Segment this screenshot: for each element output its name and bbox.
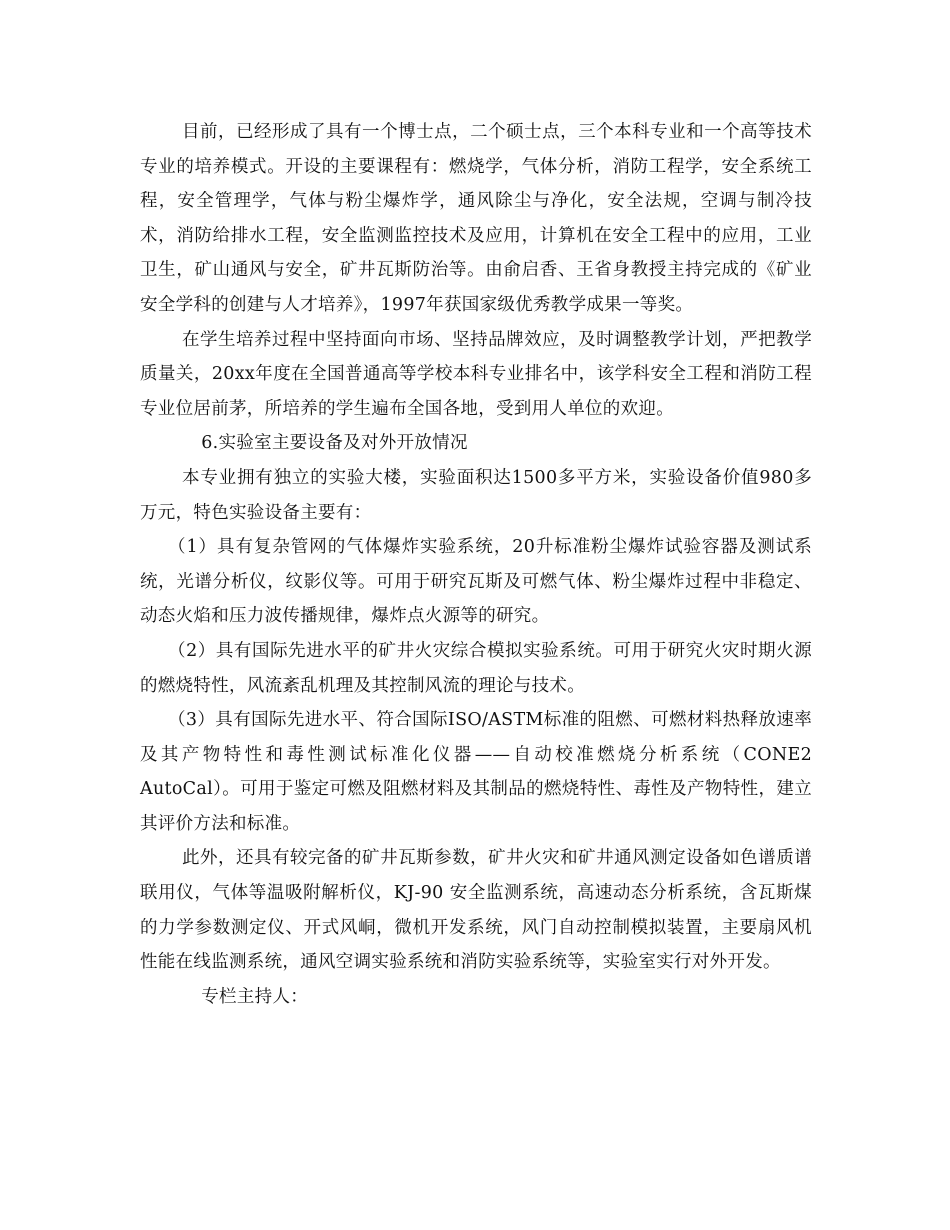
- paragraph-curriculum: 目前，已经形成了具有一个博士点，二个硕士点，三个本科专业和一个高等技术专业的培养模式。开设的主要课程有：燃烧学，气体分析，消防工程学，安全系统工程，安全管理学，气体与粉尘爆炸学，通风除尘与净化，安全法规，空调与制冷技术，消防给排水工程，安全监测监控技术及应用，计算机在安全工程中的应用，工业卫生，矿山通风与安全，矿井瓦斯防治等。由俞启香、王省身教授主持完成的《矿业安全学科的创建与人才培养》，1997年获国家级优秀教学成果一等奖。: [140, 122, 812, 315]
- paragraph-training: 在学生培养过程中坚持面向市场、坚持品牌效应，及时调整教学计划，严把教学质量关，20xx年度在全国普通高等学校本科专业排名中，该学科安全工程和消防工程专业位居前茅，所培养的学生遍布全国各地，受到用人单位的欢迎。: [140, 329, 812, 419]
- document-body: [140, 115, 812, 1014]
- paragraph-other-equipment: 此外，还具有较完备的矿井瓦斯参数，矿井火灾和矿井通风测定设备如色谱质谱联用仪，气体等温吸附解析仪，KJ-90 安全监测系统，高速动态分析系统，含瓦斯煤的力学参数测定仪、开式风峒，微机开发系统，风门自动控制模拟装置，主要扇风机性能在线监测系统，通风空调实验系统和消防实验系统等，实验室实行对外开发。: [140, 848, 812, 973]
- list-item-3: （3）具有国际先进水平、符合国际ISO/ASTM标准的阻燃、可燃材料热释放速率及其产物特性和毒性测试标准化仪器——自动校准燃烧分析系统（CONE2 AutoCal）。可用于鉴定可燃及阻燃材料及其制品的燃烧特性、毒性及产物特性，建立其评价方法和标准。: [140, 710, 812, 834]
- list-item-2: （2）具有国际先进水平的矿井火灾综合模拟实验系统。可用于研究火灾时期火源的燃烧特性，风流紊乱机理及其控制风流的理论与技术。: [140, 640, 812, 696]
- column-host-label: 专栏主持人：: [201, 986, 309, 1007]
- paragraph-lab-intro: 本专业拥有独立的实验大楼，实验面积达1500多平方米，实验设备价值980多万元，特色实验设备主要有：: [140, 467, 812, 523]
- list-item-1: （1）具有复杂管网的气体爆炸实验系统，20升标准粉尘爆炸试验容器及测试系统，光谱分析仪，纹影仪等。可用于研究瓦斯及可燃气体、粉尘爆炸过程中非稳定、动态火焰和压力波传播规律，爆炸点火源等的研究。: [140, 537, 812, 627]
- section-heading-lab: 6.实验室主要设备及对外开放情况: [201, 433, 468, 454]
